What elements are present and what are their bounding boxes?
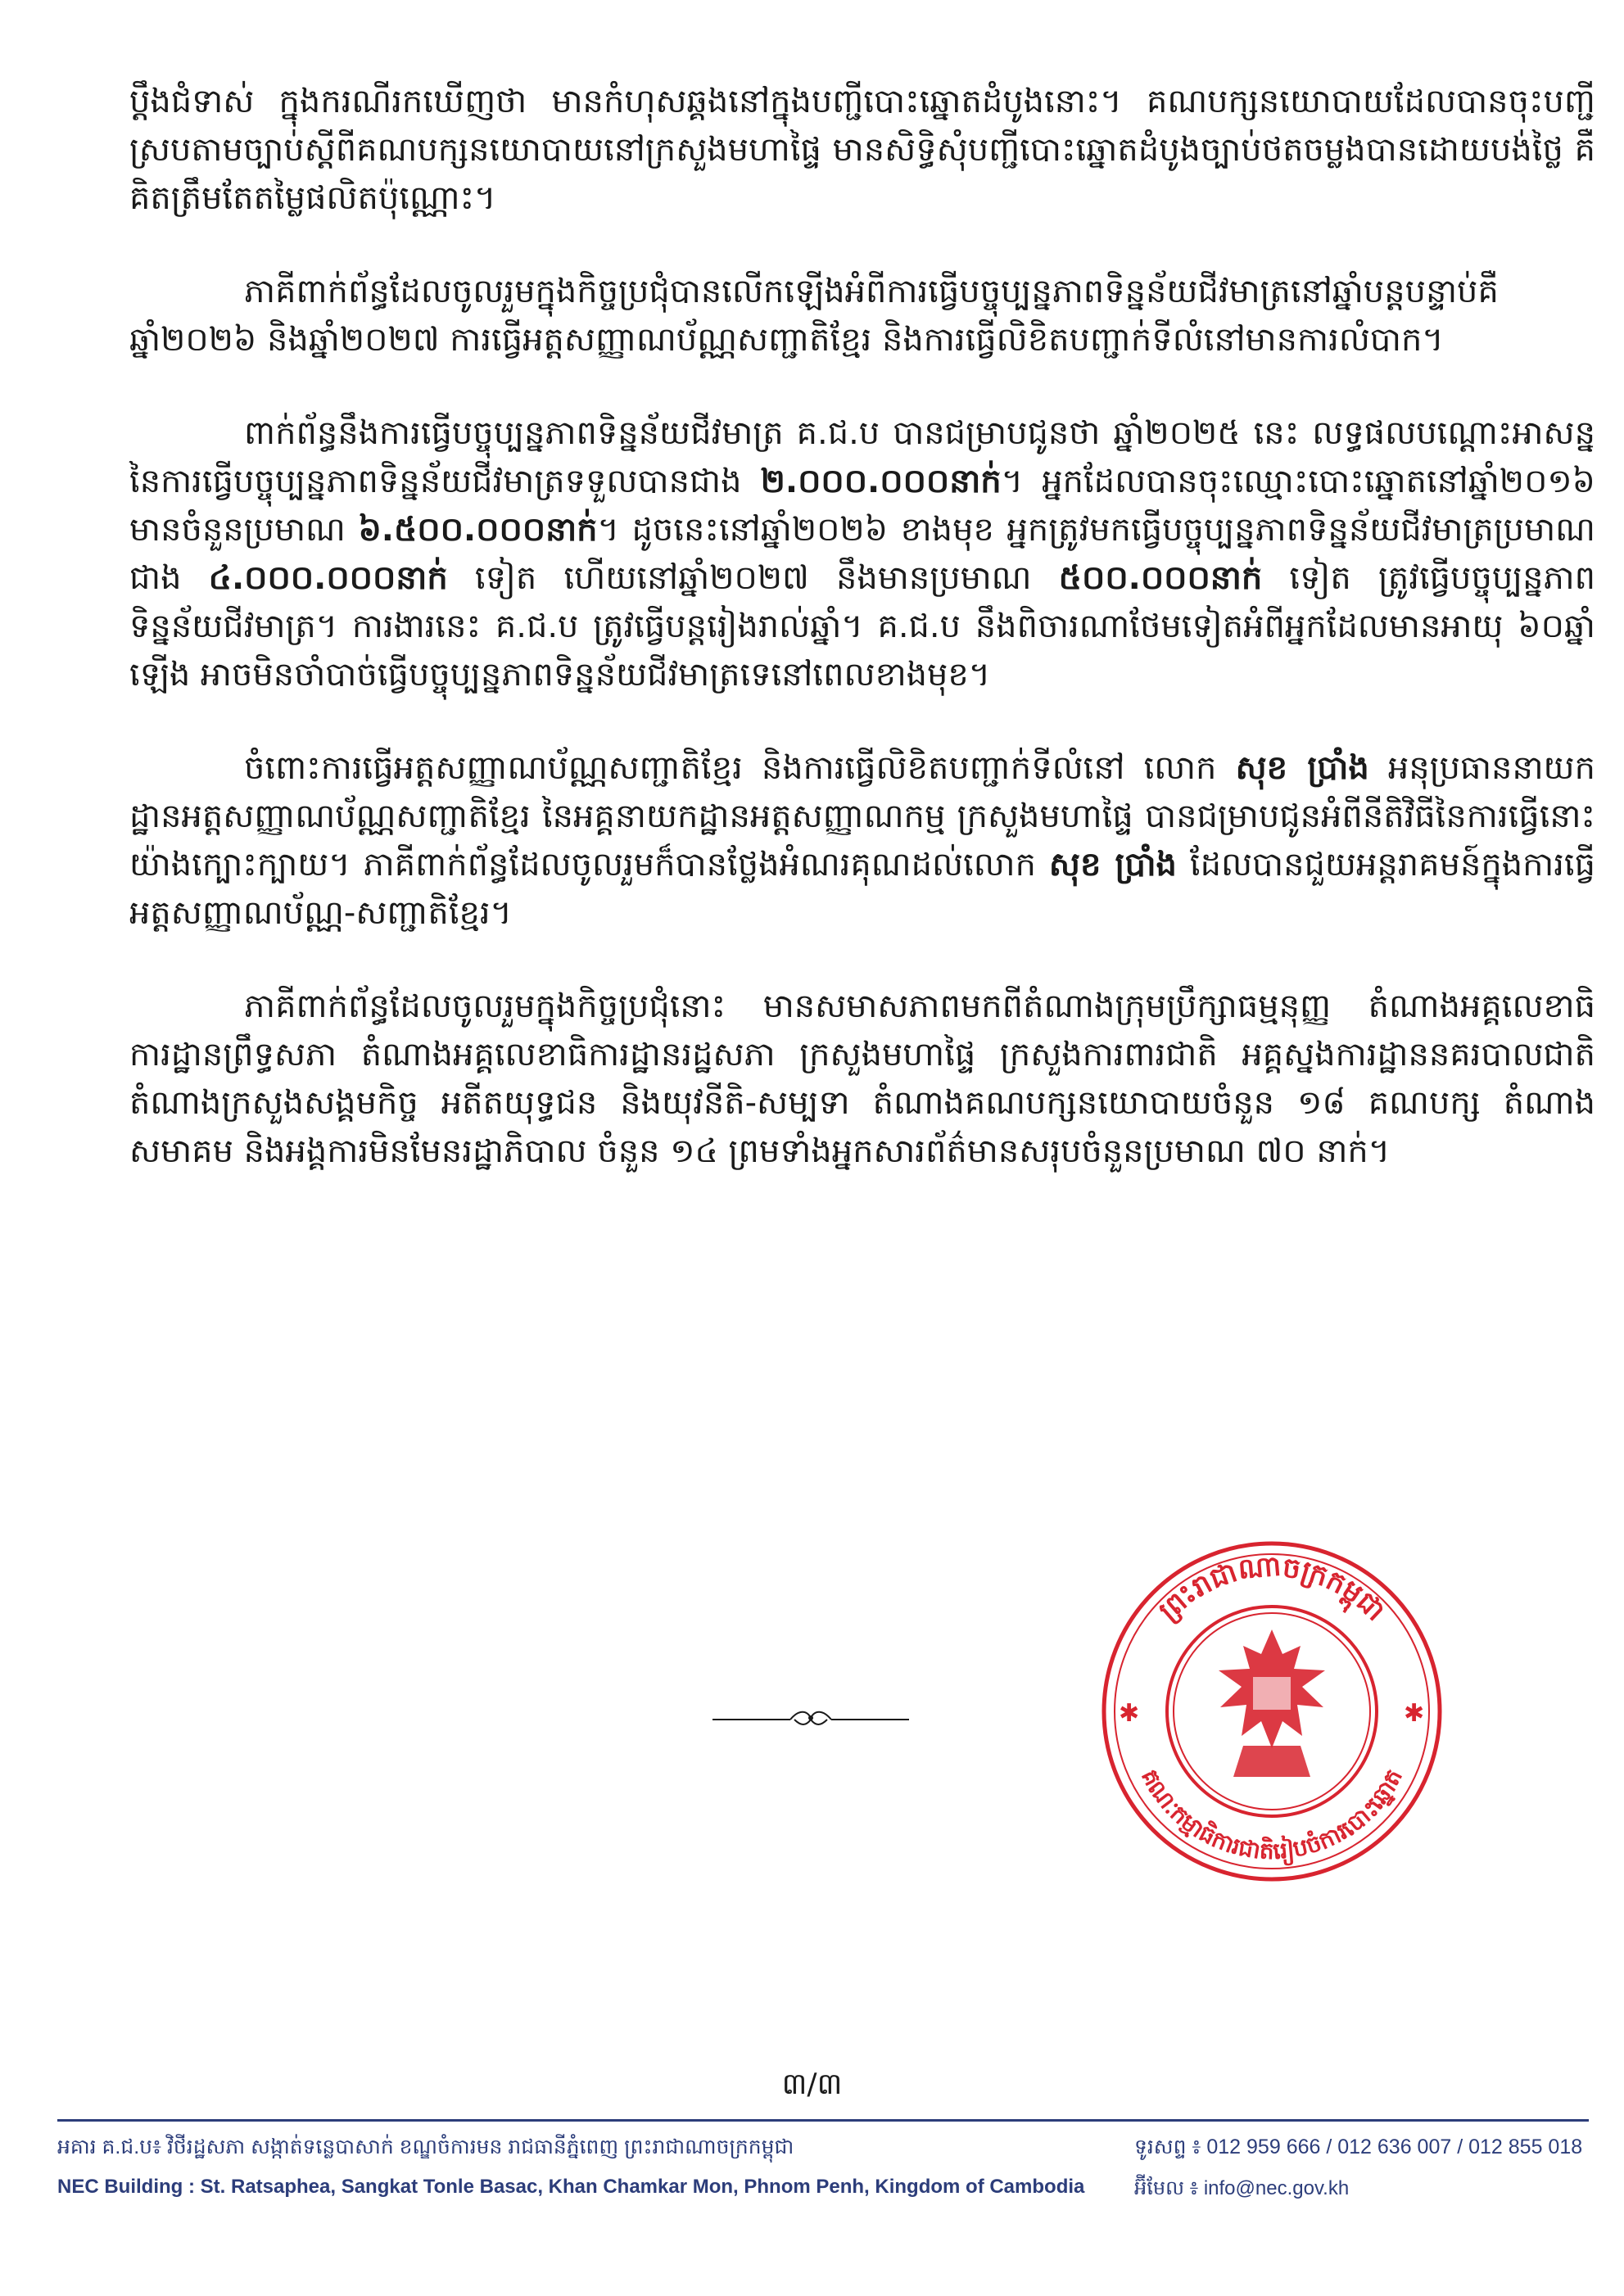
footer-address-khmer: អគារ គ.ជ.ប៖ វិថីរដ្ឋសភា សង្កាត់ទន្លេបាសាក់ ខណ្ឌចំការមន រាជធានីភ្នំពេញ ព្រះរាជាណាចក្រកម្ពុជា: [57, 2136, 794, 2158]
emphasized-text: ២.០០០.០០០នាក់: [760, 463, 1002, 500]
body-paragraph: [129, 409, 1595, 699]
paragraph-text: ប្ដឹងជំទាស់ ក្នុងករណីរកឃើញថា មានកំហុសឆ្គងនៅក្នុងបញ្ជីបោះឆ្នោតដំបូងនោះ។ គណបក្សនយោបាយដែលបានចុះបញ្ជីស្របតាមច្បាប់ស្ដីពីគណបក្សនយោបាយនៅក្រសួងមហាផ្ទៃ មានសិទ្ធិសុំបញ្ជីបោះឆ្នោតដំបូងច្បាប់ថតចម្លងបានដោយបង់ថ្លៃ គឺគិតត្រឹមតែតម្លៃផលិតប៉ុណ្ណោះ។: [129, 83, 1595, 217]
official-seal-stamp: [1079, 1531, 1464, 1891]
footer-phone-label: ទូរសព្ទ ៖: [1134, 2136, 1201, 2158]
footer-email: [1134, 2176, 1349, 2204]
paragraph-text: ចំពោះការធ្វើអត្តសញ្ញាណប័ណ្ណសញ្ជាតិខ្មែរ និងការធ្វើលិខិតបញ្ជាក់ទីលំនៅ លោក: [244, 749, 1236, 787]
paragraph-text: ទៀត ត្រូវធ្វើបច្ចុប្បន្នភាពទិន្នន័យជីវមាត្រ។ ការងារនេះ គ.ជ.ប ត្រូវធ្វើបន្តរៀងរាល់ឆ្នាំ។ គ.ជ.ប នឹងពិចារណាថែមទៀតអំពីអ្នកដែលមានអាយុ ៦០ឆ្នាំឡើង អាចមិនចាំបាច់ធ្វើបច្ចុប្បន្នភាពទិន្នន័យជីវមាត្រទេនៅពេលខាងមុខ។: [129, 559, 1596, 694]
footer-email-address[interactable]: info@nec.gov.kh: [1203, 2177, 1350, 2199]
footer-phone: [1134, 2135, 1582, 2164]
paragraph-text: ភាគីពាក់ព័ន្ធដែលចូលរួមក្នុងកិច្ចប្រជុំនោះ មានសមាសភាពមកពីតំណាងក្រុមប្រឹក្សាធម្មនុញ្ញ តំណាងអគ្គលេខាធិការដ្ឋានព្រឹទ្ធសភា តំណាងអគ្គលេខាធិការដ្ឋានរដ្ឋសភា ក្រសួងមហាផ្ទៃ ក្រសួងការពារជាតិ អគ្គស្នងការដ្ឋាននគរបាលជាតិ តំណាងក្រសួងសង្គមកិច្ច អតីតយុទ្ធជន និងយុវនីតិ-សម្បទា តំណាងគណបក្សនយោបាយចំនួន ១៨ គណបក្ស តំណាងសមាគម និងអង្គការមិនមែនរដ្ឋាភិបាល ចំនួន ១៤ ព្រមទាំងអ្នកសារព័ត៌មានសរុបចំនួនប្រមាណ ៧០ នាក់។: [129, 988, 1595, 1170]
paragraph-text: ភាគីពាក់ព័ន្ធដែលចូលរួមក្នុងកិច្ចប្រជុំបានលើកឡើងអំពីការធ្វើបច្ចុប្បន្នភាពទិន្នន័យជីវមាត្រនៅឆ្នាំបន្តបន្ទាប់គឺ ឆ្នាំ២០២៦ និងឆ្នាំ២០២៧ ការធ្វើអត្តសញ្ញាណប័ណ្ណសញ្ជាតិខ្មែរ និងការធ្វើលិខិតបញ្ជាក់ទីលំនៅមានការលំបាក។: [129, 273, 1499, 359]
paragraph-text: ពាក់ព័ន្ធនឹងការធ្វើបច្ចុប្បន្នភាពទិន្នន័យជីវមាត្រ គ.ជ.ប បានជម្រាបជូនថា ឆ្នាំ២០២៥ នេះ លទ្ធផលបណ្តោះអាសន្ននៃការធ្វើបច្ចុប្បន្នភាពទិន្នន័យជីវមាត្រទទួលបានជាង: [129, 414, 1595, 500]
footer-address-english: NEC Building : St. Ratsaphea, Sangkat Tonle Basac, Khan Chamkar Mon, Phnom Penh, Kingdom of Cambodia: [57, 2176, 1085, 2198]
paragraph-text: អនុប្រធាននាយកដ្ឋានអត្តសញ្ញាណប័ណ្ណសញ្ជាតិខ្មែរ នៃអគ្គនាយកដ្ឋានអត្តសញ្ញាណកម្ម ក្រសួងមហាផ្ទៃ បានជម្រាបជូនអំពីនីតិវិធីនៃការធ្វើនោះយ៉ាងក្បោះក្បាយ។ ភាគីពាក់ព័ន្ធដែលចូលរួមក៏បានថ្លែងអំណរគុណដល់លោក: [129, 749, 1596, 884]
footer-phone-number: 012 959 666 / 012 636 007 / 012 855 018: [1206, 2136, 1583, 2158]
svg-text:✱: ✱: [1119, 1699, 1140, 1728]
letterhead-footer: [57, 2133, 1589, 2231]
emphasized-text: ៤.០០០.០០០នាក់: [208, 559, 448, 597]
page-number: ៣/៣: [781, 2068, 843, 2101]
paragraph-text: ដែលបានជួយអន្តរាគមន៍ក្នុងការធ្វើអត្តសញ្ញាណប័ណ្ណ-សញ្ជាតិខ្មែរ។: [129, 846, 1595, 932]
paragraph-text: ។ ដូចនេះនៅឆ្នាំ២០២៦ ខាងមុខ អ្នកត្រូវមកធ្វើបច្ចុប្បន្នភាពទិន្នន័យជីវមាត្រប្រមាណជាង: [129, 511, 1595, 597]
svg-text:ព្រះរាជាណាចក្រកម្ពុជា: [1152, 1550, 1391, 1628]
document-body: [129, 78, 1595, 1221]
emphasized-text: សុខ ប្រាំង: [1048, 846, 1177, 884]
paragraph-text: ។ អ្នកដែលបានចុះឈ្មោះបោះឆ្នោតនៅឆ្នាំ២០១៦ មានចំនួនប្រមាណ: [129, 463, 1595, 549]
paragraph-text: ទៀត ហើយនៅឆ្នាំ២០២៧ នឹងមានប្រមាណ: [447, 559, 1059, 597]
body-paragraph: [129, 78, 1595, 223]
emphasized-text: ៦.៥០០.០០០នាក់: [358, 511, 598, 549]
footer-email-label: អ៊ីមែល ៖: [1134, 2177, 1199, 2199]
footer-divider: [57, 2119, 1589, 2122]
body-paragraph: [129, 744, 1595, 938]
seal-lower-text: គណៈកម្មាធិការជាតិរៀបចំការបោះឆ្នោត: [1136, 1765, 1408, 1865]
section-divider-flourish: [712, 1702, 909, 1734]
emphasized-text: សុខ ប្រាំង: [1235, 749, 1369, 787]
svg-text:✱: ✱: [1404, 1699, 1425, 1728]
body-paragraph: [129, 268, 1595, 364]
emphasized-text: ៥០០.០០០នាក់: [1058, 559, 1263, 597]
seal-outer-text: ព្រះរាជាណាចក្រកម្ពុជា: [1152, 1549, 1392, 1628]
seal-emblem-figure: [1219, 1629, 1325, 1777]
body-paragraph: [129, 983, 1595, 1176]
